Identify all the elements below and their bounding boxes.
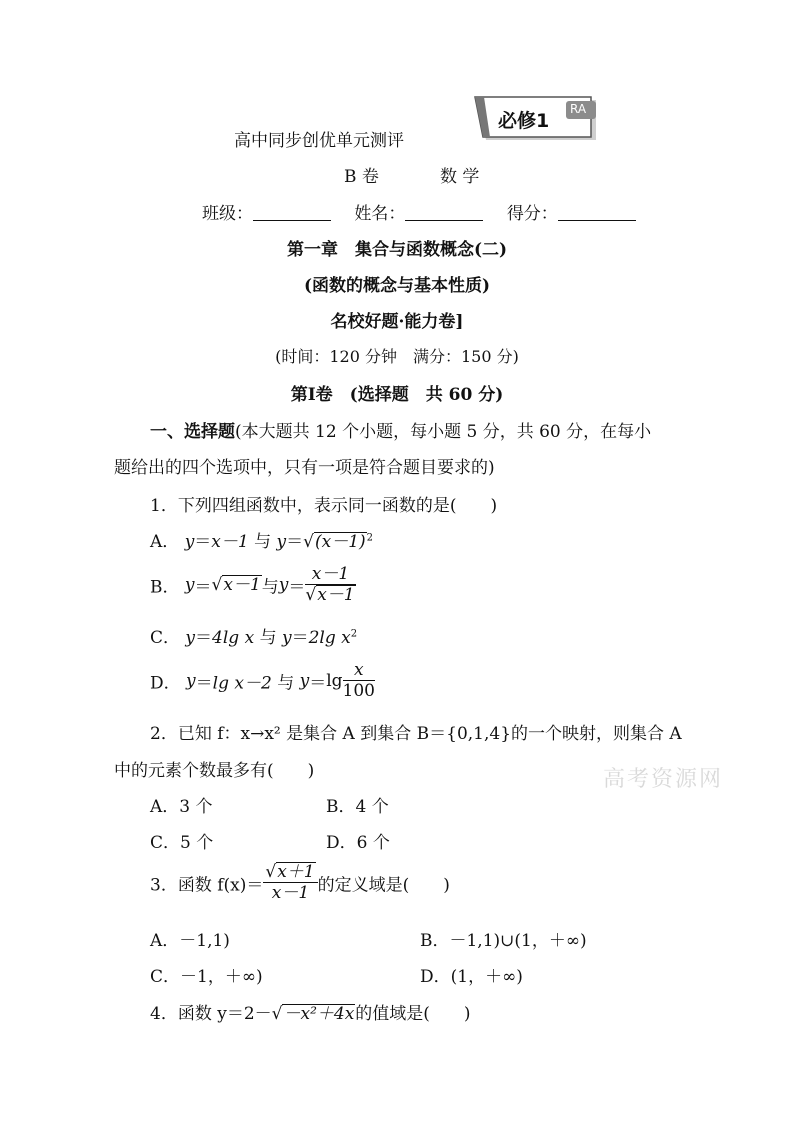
q1-option-b[interactable]: B． y＝√x－1与y＝ $\frac{x-1}{√x-1}$ (150, 564, 355, 606)
q3-option-b[interactable]: B．－1,1)∪(1，＋∞) (420, 931, 587, 951)
watermark: 高考资源网 (603, 767, 724, 792)
fraction: $\frac{√x+1}{x-1}$ (263, 862, 317, 904)
sqrt-symbol: √x－1 (211, 574, 261, 595)
part1-title: 第Ⅰ卷 (选择题 共 60 分) (290, 385, 504, 405)
name-field[interactable] (405, 202, 483, 221)
q4-stem: 4．函数 y＝2－√－x²＋4x的值域是( ) (150, 1004, 471, 1024)
q2-stem-line-2: 中的元素个数最多有( ) (114, 761, 315, 781)
q1-stem: 1．下列四组函数中，表示同一函数的是( ) (150, 496, 498, 516)
q3-option-a[interactable]: A．－1,1) (150, 931, 230, 951)
fraction: $\frac{x-1}{√x-1}$ (305, 564, 355, 606)
subject-label: 数 学 (440, 167, 480, 187)
score-label: 得分： (506, 204, 558, 224)
paper-tag: 名校好题·能力卷] (330, 312, 464, 332)
q3-stem: 3．函数 f(x)＝ $\frac{√x+1}{x-1}$ 的定义域是( ) (150, 862, 450, 904)
volume-label: B 卷 (344, 167, 379, 187)
q2-option-d[interactable]: D．6 个 (326, 833, 390, 853)
section-heading: 一、选择题 (150, 422, 235, 442)
instructions-line-2: 题给出的四个选项中，只有一项是符合题目要求的) (114, 458, 495, 478)
name-label: 姓名： (354, 204, 406, 224)
textbook-badge (472, 96, 600, 144)
q2-option-c[interactable]: C．5 个 (150, 833, 214, 853)
exam-time-info: (时间：120 分钟 满分：150 分) (275, 347, 519, 366)
q2-option-b[interactable]: B．4 个 (326, 797, 389, 817)
fraction: $\frac{x}{100}$ (342, 660, 375, 702)
badge-main-text: 必修1 (498, 110, 550, 132)
score-field[interactable] (558, 202, 636, 221)
class-label: 班级： (202, 204, 253, 224)
q3-option-d[interactable]: D．(1，＋∞) (420, 967, 523, 987)
series-title: 高中同步创优单元测评 (234, 131, 404, 151)
badge-tag-text: RA (570, 102, 587, 116)
q2-option-a[interactable]: A．3 个 (150, 797, 213, 817)
student-info-line (202, 199, 636, 224)
chapter-title: 第一章 集合与函数概念(二) (286, 240, 508, 260)
sqrt-symbol: $√(x-1)^2$ (303, 532, 374, 552)
q1-option-c[interactable]: C． y＝4lg x 与 y＝2lg $x^2$ (150, 628, 358, 648)
chapter-subtitle: (函数的概念与基本性质) (303, 276, 491, 296)
instructions-line-1: 一、选择题(本大题共 12 个小题，每小题 5 分，共 60 分，在每小 (150, 422, 652, 442)
q3-option-c[interactable]: C．－1，＋∞) (150, 967, 263, 987)
class-field[interactable] (253, 202, 331, 221)
q2-stem-line-1: 2．已知 f：x→x² 是集合 A 到集合 B＝{0,1,4}的一个映射，则集合 A (150, 724, 682, 744)
q1-option-d[interactable]: D． y＝lg x－2 与 y＝lg $\frac{x}{100}$ (150, 660, 375, 702)
q1-option-a[interactable]: A． y＝x－1 与 $y=√(x-1)^2$ (150, 532, 374, 552)
sqrt-symbol: √－x²＋4x (271, 1004, 355, 1024)
